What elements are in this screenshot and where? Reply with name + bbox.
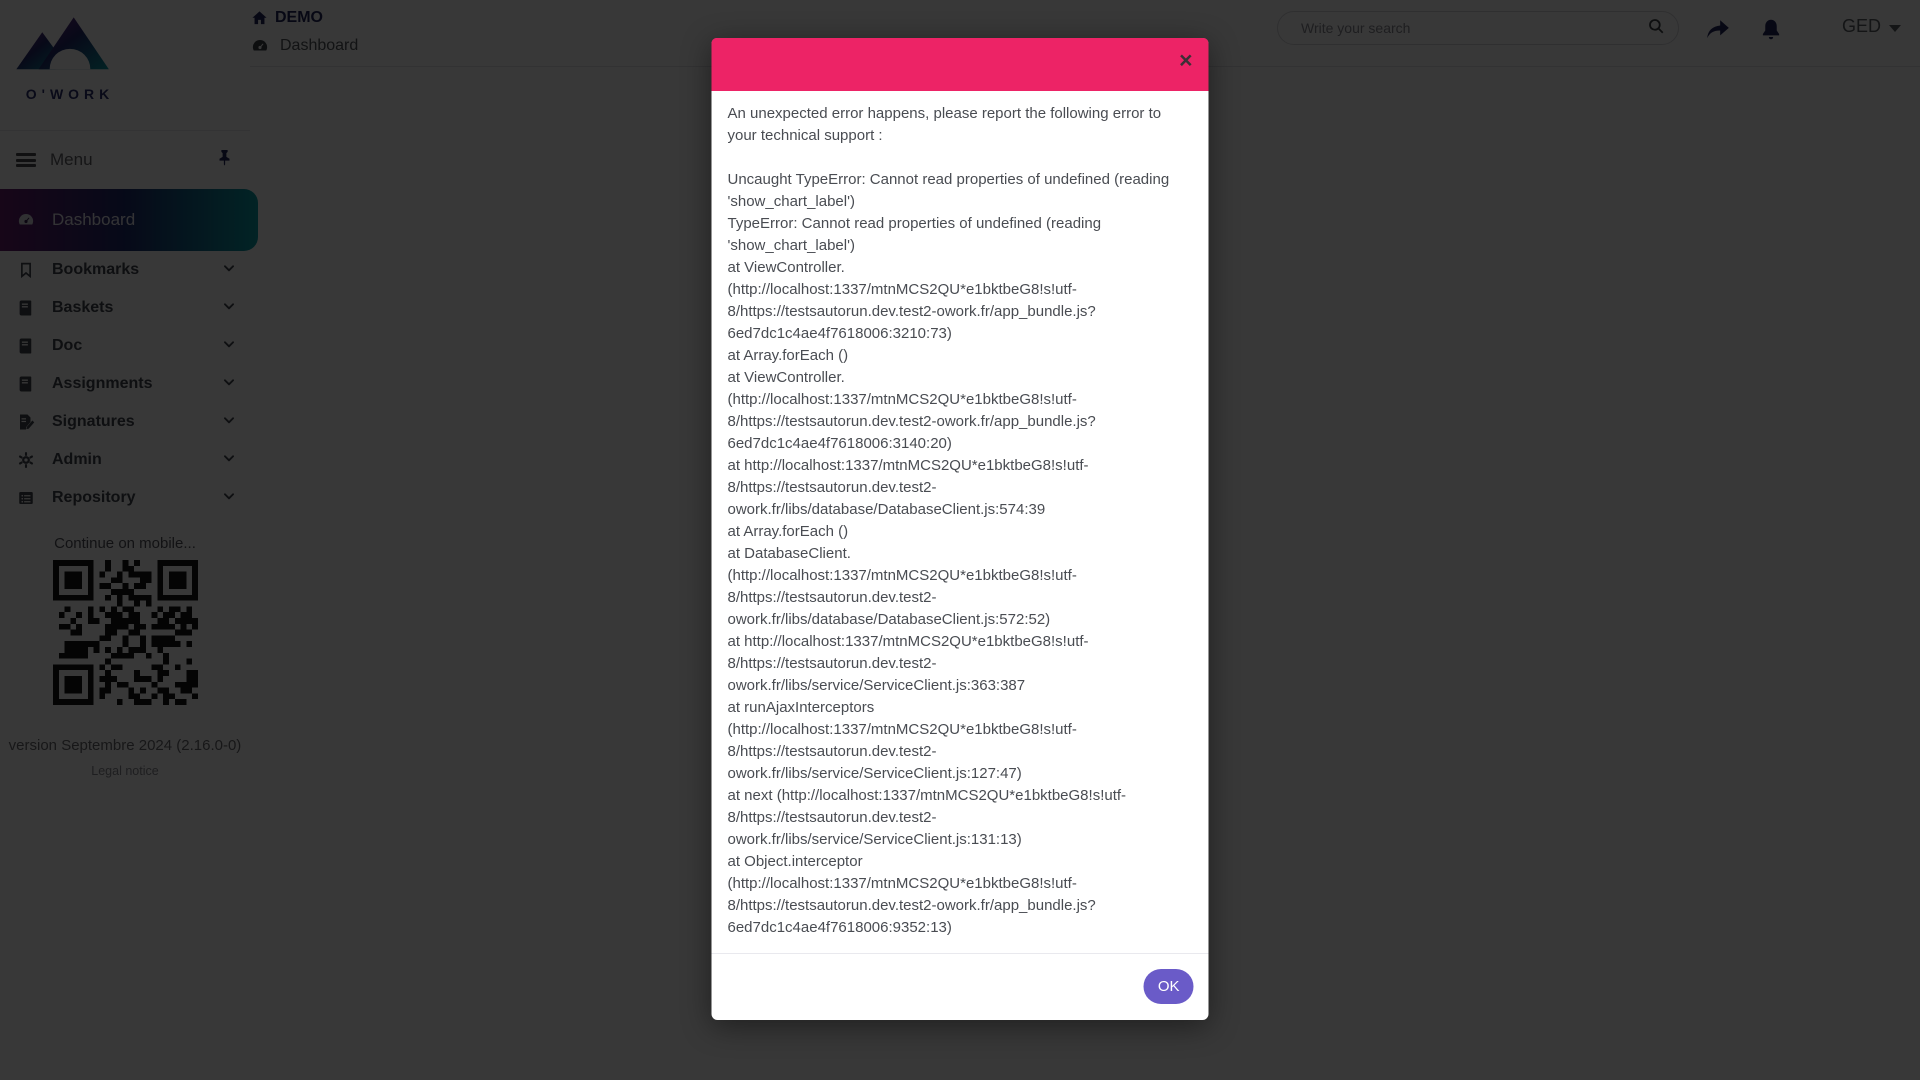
stack-trace-line: at Object.interceptor (http://localhost:1337/mtnMCS2QU*e1bktbeG8!s!utf-8/https://testsautorun.dev.test2-owork.fr/app_bundle.js?6ed7dc1c4ae4f7618006:9352:13) bbox=[727, 853, 1096, 936]
stack-trace-line: at http://localhost:1337/mtnMCS2QU*e1bktbeG8!s!utf-8/https://testsautorun.dev.test2-owork.fr/libs/service/ServiceClient.js:363:387 bbox=[727, 633, 1089, 694]
stack-trace-line: at Array.forEach () bbox=[727, 347, 849, 364]
error-stack-trace bbox=[728, 169, 1193, 939]
ok-button[interactable]: OK bbox=[1144, 969, 1194, 1004]
stack-trace-line: at Array.forEach () bbox=[727, 523, 849, 540]
stack-trace-line: Uncaught TypeError: Cannot read properties of undefined (reading 'show_chart_label') bbox=[727, 171, 1170, 210]
stack-trace-line: at ViewController. (http://localhost:1337/mtnMCS2QU*e1bktbeG8!s!utf-8/https://testsautorun.dev.test2-owork.fr/app_bundle.js?6ed7dc1c4ae4f7618006:3140:20) bbox=[727, 369, 1096, 452]
error-dialog-header bbox=[712, 38, 1209, 91]
stack-trace-line: at DatabaseClient. (http://localhost:1337/mtnMCS2QU*e1bktbeG8!s!utf-8/https://testsautorun.dev.test2-owork.fr/libs/database/DatabaseClient.js:572:52) bbox=[727, 545, 1077, 628]
stack-trace-line: at http://localhost:1337/mtnMCS2QU*e1bktbeG8!s!utf-8/https://testsautorun.dev.test2-owork.fr/libs/database/DatabaseClient.js:574:39 bbox=[727, 457, 1089, 518]
error-intro-text: An unexpected error happens, please report the following error to your technical support : bbox=[727, 105, 1162, 144]
stack-trace-line: at next (http://localhost:1337/mtnMCS2QU*e1bktbeG8!s!utf-8/https://testsautorun.dev.test2-owork.fr/libs/service/ServiceClient.js:131:13) bbox=[727, 787, 1127, 848]
stack-trace-line: TypeError: Cannot read properties of undefined (reading 'show_chart_label') bbox=[727, 215, 1102, 254]
close-icon[interactable]: × bbox=[1179, 47, 1193, 73]
stack-trace-line: at runAjaxInterceptors (http://localhost:1337/mtnMCS2QU*e1bktbeG8!s!utf-8/https://testsautorun.dev.test2-owork.fr/libs/service/ServiceClient.js:127:47) bbox=[727, 699, 1077, 782]
error-dialog-body bbox=[712, 91, 1209, 953]
error-dialog-footer bbox=[712, 953, 1209, 1020]
stack-trace-line: at ViewController. (http://localhost:1337/mtnMCS2QU*e1bktbeG8!s!utf-8/https://testsautorun.dev.test2-owork.fr/app_bundle.js?6ed7dc1c4ae4f7618006:3210:73) bbox=[727, 259, 1096, 342]
error-dialog bbox=[712, 38, 1209, 1020]
